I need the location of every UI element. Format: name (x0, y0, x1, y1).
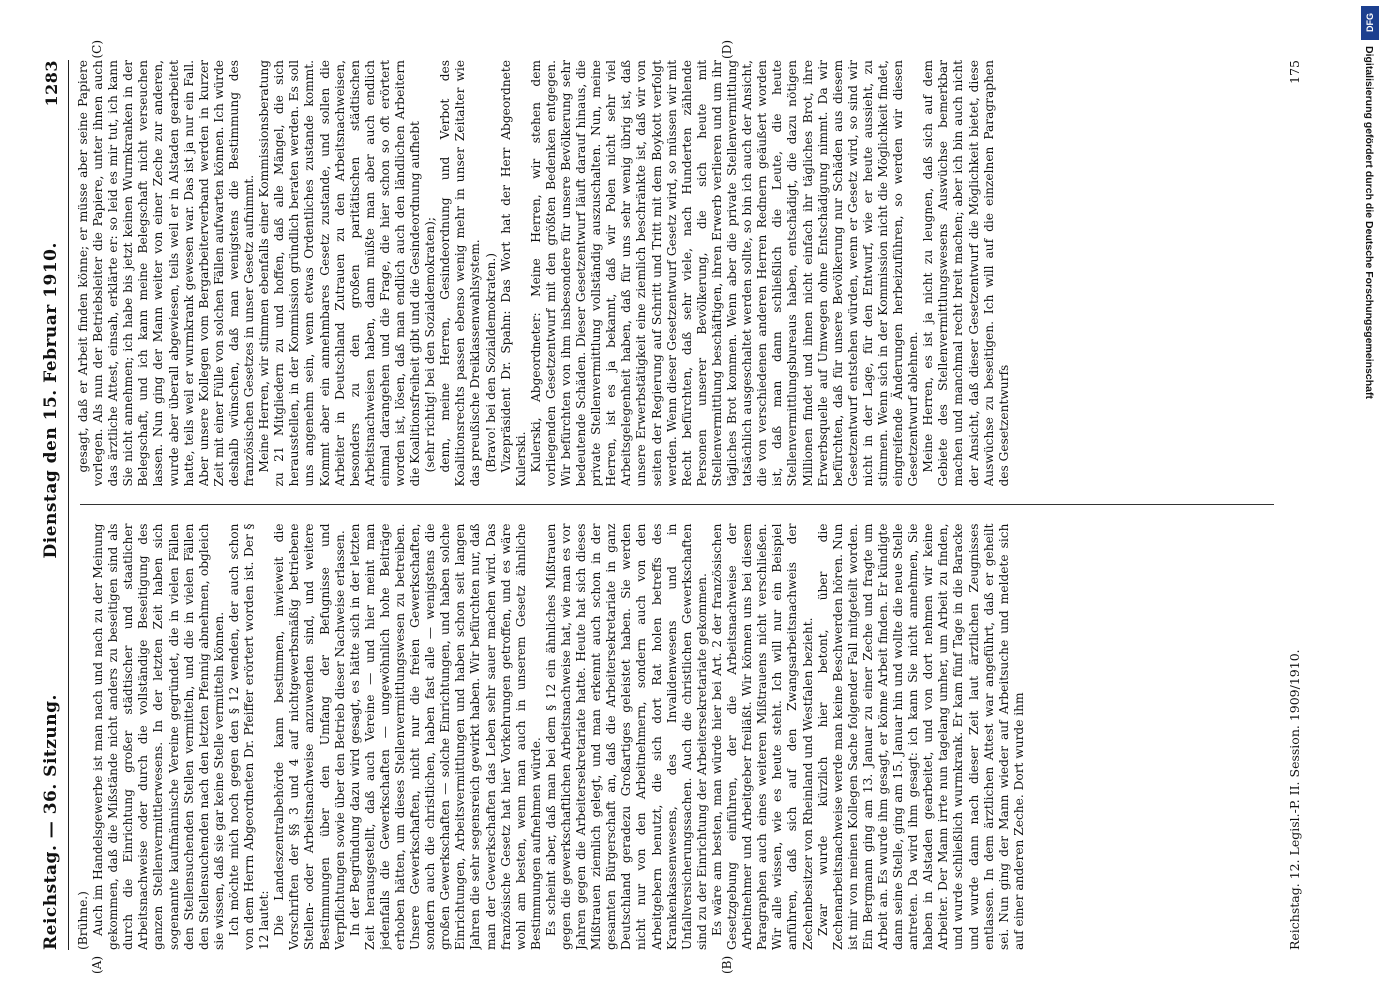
paragraph: Auch im Handelsgewerbe ist man nach und nach zu der Meinung gekommen, daß die Mißstände nicht anders zu beseitigen sind als durch die Einrichtung großer städtischer und staatlicher Arbeitsnachweise oder durch die vollständige Beseitigung des ganzen Stellenvermittlerwesens. In der letzten Zeit haben sich sogenannte kaufmännische Vereine gegründet, die in vielen Fällen den Stellensuchenden Stellen vermitteln, und die in vielen Fällen den Stellensuchenden nach den letzten Pfennig abnehmen, obgleich sie wissen, daß sie gar keine Stelle vermitteln können. (91, 523, 226, 950)
text-columns (76, 60, 1274, 950)
paragraph: (Bravo! bei den Sozialdemokraten.) (483, 253, 498, 473)
paragraph: Ich möchte mich noch gegen den § 12 wenden, der auch schon von dem Herrn Abgeordneten Dr. Pfeiffer erörtert worden ist. Der § 12 lautet: (226, 523, 272, 950)
dfg-imprint (1359, 6, 1381, 996)
dfg-imprint-text: Digitalisierung gefördert durch die Deutsche Forschungsgemeinschaft (1363, 46, 1375, 399)
paragraph: Es wäre am besten, man würde hier bei Art. 2 der französischen Gesetzgebung einführen, der die Arbeitsnachweise der Arbeitnehmer und Arbeitgeber freiläßt. Wir können uns bei diesem Paragraphen auch eines weiteren Mißtrauens nicht verschließen. Wir alle wissen, wie es heute steht. Ich will nur ein Beispiel anführen, daß sich auf den Zwangsarbeitsnachweis der Zechenbesitzer von Rheinland und Westfalen bezieht. (709, 523, 815, 950)
paragraph: gesagt, daß er Arbeit finden könne; er müsse aber seine Papiere vorlegen. Als nun der Betriebsleiter die Papiere, unter ihnen auch das ärztliche Attest, einsah, erklärte er: so leid es mir tut, ich kann Sie nicht annehmen; ich habe bis jetzt keinen Wurmkranken in der Belegschaft, und ich kann meine Belegschaft nicht verseuchen lassen. Nun ging der Mann weiter von einer Zeche zur anderen, wurde aber überall abgewiesen, teils weil er in Alstaden gearbeitet hatte, teils weil er wurmkrank gewesen war. Das ist ja nur ein Fall. Aber unsere Kollegen vom Bergarbeiterverband werden in kurzer Zeit mit einer Fülle von solchen Fällen aufwarten können. Ich würde deshalb wünschen, daß man wenigstens die Bestimmung des französischen Gesetzes in unser Gesetz aufnimmt. (76, 60, 257, 487)
running-head-left: Reichstag. — 36. Sitzung. (41, 694, 61, 950)
column-left (76, 524, 1274, 951)
paragraph: Es scheint aber, daß man bei dem § 12 ein ähnliches Mißtrauen gegen die gewerkschaftlichen Arbeitsnachweise hat, wie man es vor Jahren gegen die Arbeitersekretariate hatte. Heute hat sich dieses Mißtrauen ziemlich gelegt, und man erkennt auch schon in der gesamten Bürgerschaft an, daß die Arbeitersekretariate in ganz Deutschland geradezu Großartiges geleistet haben. Sie werden nicht nur von den Arbeitnehmern, sondern auch von den Arbeitgebern benutzt, die sich dort Rat holen betreffs des Krankenkassenwesens, des Invalidenwesens und in Unfallversicherungssachen. Auch die christlichen Gewerkschaften sind zu der Einrichtung der Arbeitersekretariate gekommen. (543, 523, 709, 950)
header-rule (68, 60, 69, 950)
paragraph: In der Begründung dazu wird gesagt, es hätte sich in der letzten Zeit herausgestellt, daß auch Vereine — und hier meint man jedenfalls die Gewerkschaften — ungewöhnlich hohe Beiträge erhoben hätten, um dieses Stellenvermittlungswesen zu betreiben. Unsere Gewerkschaften, nicht nur die freien Gewerkschaften, sondern auch die christlichen, haben fast alle — wenigstens die großen Gewerkschaften — solche Einrichtungen, und haben solche Einrichtungen, Arbeitsvermittlungen und haben schon seit langen Jahren die sehr segensreich gewirkt haben. Wir befürchten nur, daß man der Gewerkschaften das Leben sehr sauer machen wird. Das französische Gesetz hat hier Vorkehrungen getroffen, und es wäre wohl am besten, wenn man auch in unserem Gesetz ähnliche Bestimmungen aufnehmen würde. (347, 523, 543, 950)
paragraph: Die Landeszentralbehörde kann bestimmen, inwieweit die Vorschriften der §§ 3 und 4 auf nichtgewerbsmäßig betriebene Stellen- oder Arbeitsnachweise anzuwenden sind, und weitere Bestimmungen über den Umfang der Befugnisse und Verpflichtungen sowie über den Betrieb dieser Nachweise erlassen. (272, 523, 347, 950)
paragraph: Meine Herren, es ist ja nicht zu leugnen, daß sich auf dem Gebiete des Stellenvermittlungswesens Auswüchse bemerkbar machen und manchmal recht breit machen; aber ich bin auch nicht der Ansicht, daß dieser Gesetzentwurf die Möglichkeit bietet, diese Auswüchse zu beseitigen. Ich will auf die einzelnen Paragraphen des Gesetzentwurfs (921, 60, 1011, 487)
document-page (30, 40, 1320, 980)
margin-letter-c: (C) (90, 40, 104, 59)
dfg-logo: DFG (1361, 6, 1379, 40)
page-footer (1282, 60, 1306, 950)
margin-letter-d: (D) (720, 40, 734, 59)
footer-sheet-number: 175 (1286, 60, 1302, 84)
paragraph: (sehr richtig! bei den Sozialdemokraten); (423, 217, 438, 473)
paragraph: Kulerski, Abgeordneter: Meine Herren, wir stehen dem vorliegenden Gesetzentwurf mit den größten Bedenken entgegen. Wir befürchten von ihm insbesondere für unsere Bevölkerung sehr bedeutende Schäden. Dieser Gesetzentwurf läuft darauf hinaus, die private Stellenvermittlung vollständig auszuschalten. Nun, meine Herren, ist es ja bekannt, daß wir Polen nicht sehr viel Arbeitsgelegenheit haben, daß für uns sehr wenig übrig ist, daß unsere Erwerbstätigkeit eine ziemlich beschränkte ist, daß wir von seiten der Regierung auf Schritt und Tritt mit dem Boykott verfolgt werden. Wenn dieser Gesetzentwurf Gesetz wird, so müssen wir mit Recht befürchten, daß sehr viele, nach Hunderten zählende Personen unserer Bevölkerung, die sich heute mit Stellenvermittlung beschäftigen, ihren Erwerb verlieren und um ihr tägliches Brot kommen. Wenn aber die private Stellenvermittlung tatsächlich ausgeschaltet werden sollte, so bin ich auch der Ansicht, die von verschiedenen anderen Herren Rednern geäußert worden ist, daß man dann schließlich die Leute, die heute Stellenvermittlungsbureaus haben, entschädigt, die dazu nötigen Millionen findet und ihnen nicht einfach ihr tägliches Brot, ihre Erwerbsquelle auf Umwegen ohne Entschädigung nimmt. Da wir befürchten, daß für unsere Bevölkerung nur Schäden aus diesem Gesetzentwurf entstehen würden, wenn er Gesetz wird, so sind wir nicht in der Lage, für den Entwurf, wie er heute aussieht, zu stimmen. Wenn sich in der Kommission nicht die Möglichkeit findet, eingreifende Änderungen herbeizuführen, so werden wir diesen Gesetzentwurf ablehnen. (528, 60, 921, 487)
column-right (76, 60, 1274, 487)
margin-letter-b: (B) (720, 955, 734, 974)
running-head-date: Dienstag den 15. Februar 1910. (41, 242, 61, 559)
page-number: 1283 (41, 60, 61, 107)
margin-letter-a: (A) (90, 955, 104, 974)
speaker-tag: (Brühne.) (76, 891, 90, 950)
paragraph: Vizepräsident Dr. Spahn: Das Wort hat der Herr Abgeordnete Kulerski. (498, 60, 528, 487)
running-head (38, 60, 64, 950)
paragraph: Meine Herren, wir stimmen ebenfalls einer Kommissionsberatung zu 21 Mitgliedern zu und hoffen, daß alle Mängel, die sich herausstellen, in der Kommission gründlich beraten werden. Es soll uns angenehm sein, wenn etwas Ordentliches zustande kommt. Kommt aber ein annehmbares Gesetz zustande, und sollen die Arbeiter in Deutschland Zutrauen zu den Arbeitsnachweisen, besonders zu den großen paritätischen städtischen Arbeitsnachweisen haben, dann müßte man aber auch endlich einmal darangehen und die Frage, die hier schon so oft erörtert worden ist, lösen, daß man endlich auch den ländlichen Arbeitern die Koalitionsfreiheit gibt und die Gesindeordnung aufhebt (257, 60, 423, 487)
paragraph: Zwar wurde kürzlich hier betont, über die Zechenarbeitsnachweise werde man keine Beschwerden hören. Nun ist mir von meinen Kollegen Sache folgender Fall mitgeteilt worden. Ein Bergmann ging am 13. Januar zu einer Zeche und fragte um Arbeit an. Es wurde ihm gesagt, er könne Arbeit finden. Er kündigte dann seine Stelle, ging am 15. Januar hin und wollte die neue Stelle antreten. Da wird ihm gesagt: ich kann Sie nicht annehmen, Sie haben in Alstaden gearbeitet, und von dort nehmen wir keine Arbeiter. Der Mann irrte nun tagelang umher, um Arbeit zu finden, und wurde schließlich wurmkrank. Er kam fünf Tage in die Baracke und wurde dann nach dieser Zeit laut ärztlichen Zeugnisses entlassen. In dem ärztlichen Attest war angeführt, daß er geheilt sei. Nun ging der Mann wieder auf Arbeitsuche und meldete sich auf einer anderen Zeche. Dort wurde ihm (815, 523, 1026, 950)
footer-left: Reichstag. 12. Legisl.-P. II. Session. 1909/1910. (1286, 649, 1302, 950)
paragraph: denn, meine Herren, Gesindeordnung und Verbot des Koalitionsrechts passen ebenso wenig mehr in unser Zeitalter wie das preußische Dreiklassenwahlsystem. (438, 60, 483, 487)
column-divider (80, 505, 1274, 506)
